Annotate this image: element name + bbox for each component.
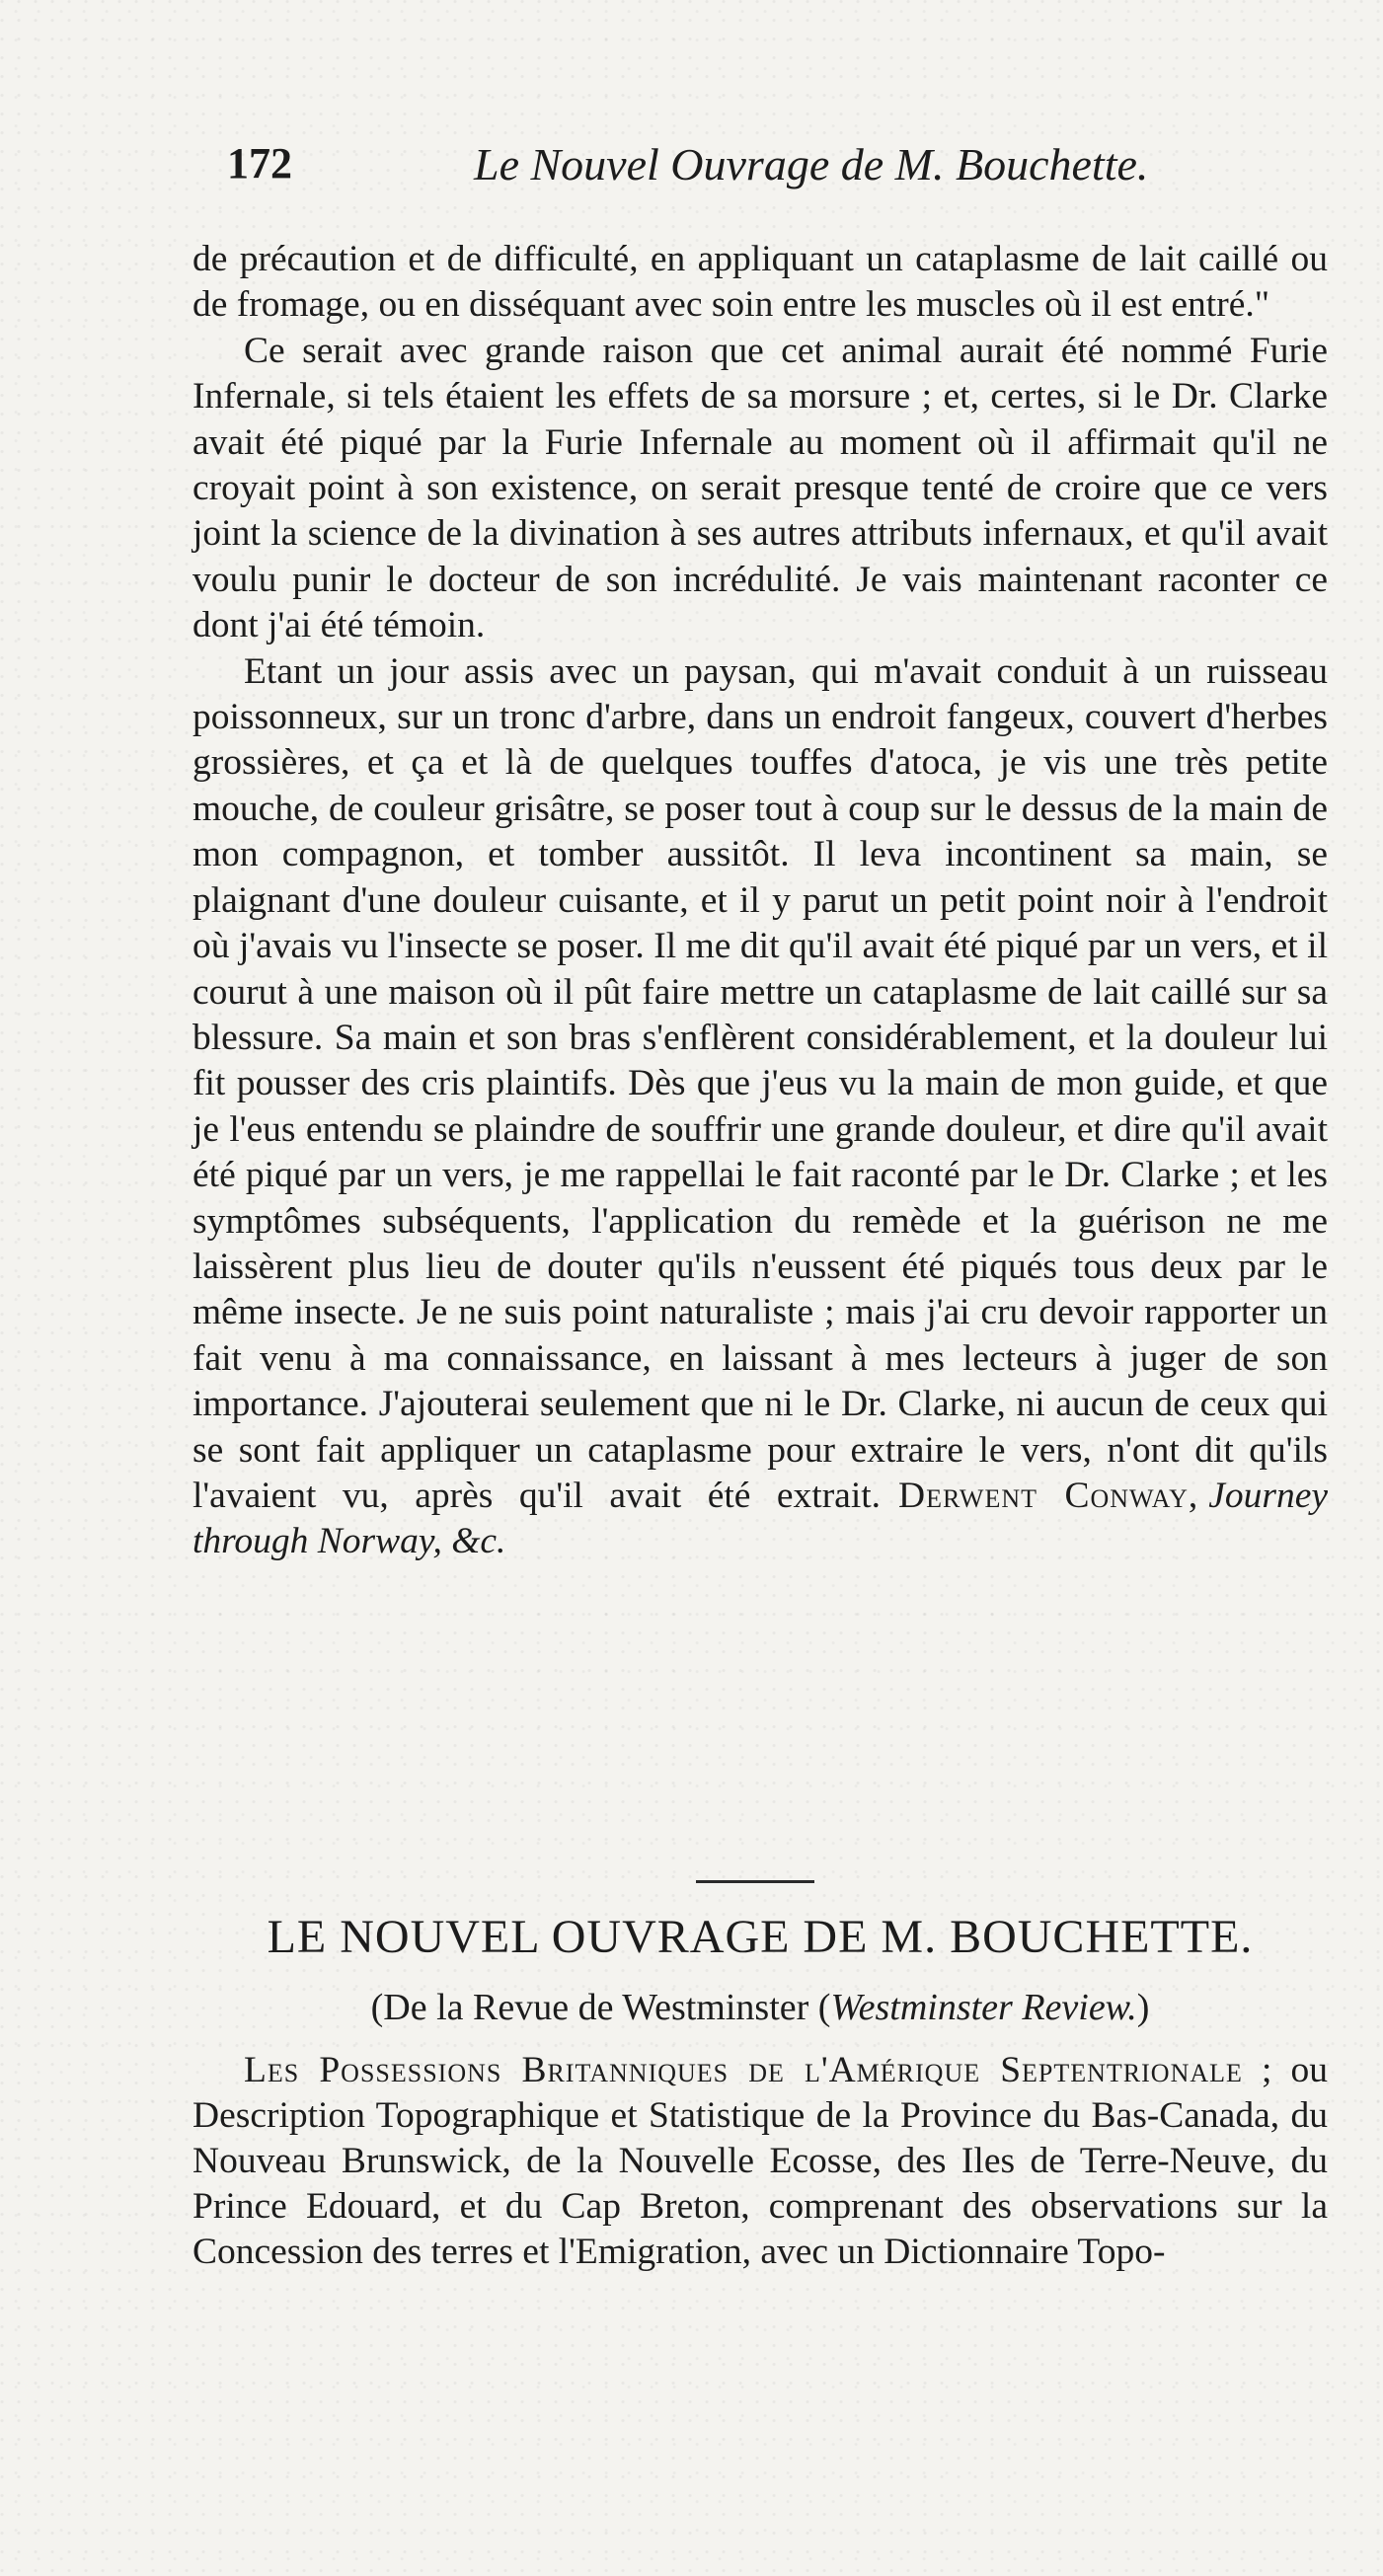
article-source-italic: Westminster Review. bbox=[830, 1987, 1137, 2028]
article-body bbox=[192, 2048, 1328, 2275]
paragraph-anecdote-text: Etant un jour assis avec un paysan, qui m'avait conduit à un ruisseau poissonneux, sur un tronc d'arbre, dans un endroit fangeux, couvert d'herbes grossières, et ça et là de quelques touffes d'atoca, je vis une très petite mouche, de couleur grisâtre, se poser tout à coup sur le dessus de la main de mon compagnon, et tomber aussitôt. Il leva incontinent sa main, se plaignant d'une douleur cuisante, et il y parut un petit point noir à l'endroit où j'avais vu l'insecte se poser. Il me dit qu'il avait été piqué par un vers, et il courut à une maison où il pût faire mettre un cataplasme de lait caillé sur sa blessure. Sa main et son bras s'enflèrent considérablement, et la douleur lui fit pousser des cris plaintifs. Dès que j'eus vu la main de mon guide, et que je l'eus entendu se plaindre de souffrir une grande douleur, et dire qu'il avait été piqué par un vers, je me rappellai le fait raconté par le Dr. Clarke ; et les symptômes subséquents, l'application du remède et la guérison ne me laissèrent plus lieu de douter qu'ils n'eussent été piqués tous deux par le même insecte. Je ne suis point naturaliste ; mais j'ai cru devoir rapporter un fait venu à ma connaissance, en laissant à mes lecteurs à juger de son importance. J'ajouterai seulement que ni le Dr. Clarke, ni aucun de ceux qui se sont fait appliquer un cataplasme pour extraire le vers, n'ont dit qu'ils l'avaient vu, après qu'il avait été extrait. bbox=[192, 650, 1328, 1516]
article-source-prefix: (De la Revue de Westminster ( bbox=[370, 1987, 831, 2028]
article-source-suffix: ) bbox=[1136, 1987, 1150, 2028]
paragraph-furie-infernale: Ce serait avec grande raison que cet animal aurait été nommé Furie Infernale, si tels étaient les effets de sa morsure ; et, certes, si le Dr. Clarke avait été piqué par la Furie Infernale au moment où il affirmait qu'il ne croyait point à son existence, on serait presque tenté de croire que ce vers joint la science de la divination à ses autres attributs infernaux, et qu'il avait voulu punir le docteur de son incrédulité. Je vais maintenant raconter ce dont j'ai été témoin. bbox=[192, 330, 1328, 646]
citation-title: Journey through Norway, &c. bbox=[192, 1475, 1329, 1562]
article-lead-rest: ; ou Description Topographique et Statistique de la Province du Bas-Canada, du Nouveau Brunswick, de la Nouvelle Ecosse, des Iles de Terre-Neuve, du Prince Edouard, et du Cap Breton, comprenant des observations sur la Concession des terres et l'Emigration, avec un Dictionnaire Topo- bbox=[192, 2050, 1328, 2272]
article-title: LE NOUVEL OUVRAGE DE M. BOUCHETTE. bbox=[267, 1911, 1254, 1963]
article-lead-smallcaps: Les Possessions Britanniques de l'Amérique Septentrionale bbox=[244, 2050, 1243, 2090]
page-number: 172 bbox=[227, 139, 292, 188]
body-text bbox=[192, 237, 1328, 1565]
article-source bbox=[192, 1986, 1328, 2029]
paragraph-continuation: de précaution et de difficulté, en appliquant un cataplasme de lait caillé ou de fromage, ou en disséquant avec soin entre les muscles où il est entré." bbox=[192, 239, 1328, 326]
running-head bbox=[227, 138, 1254, 197]
running-head-title: Le Nouvel Ouvrage de M. Bouchette. bbox=[474, 139, 1149, 189]
section-divider bbox=[696, 1880, 814, 1883]
article-lead-paragraph bbox=[192, 2048, 1328, 2275]
paragraph-anecdote bbox=[192, 649, 1328, 1565]
citation-author: Derwent Conway, bbox=[898, 1475, 1199, 1516]
